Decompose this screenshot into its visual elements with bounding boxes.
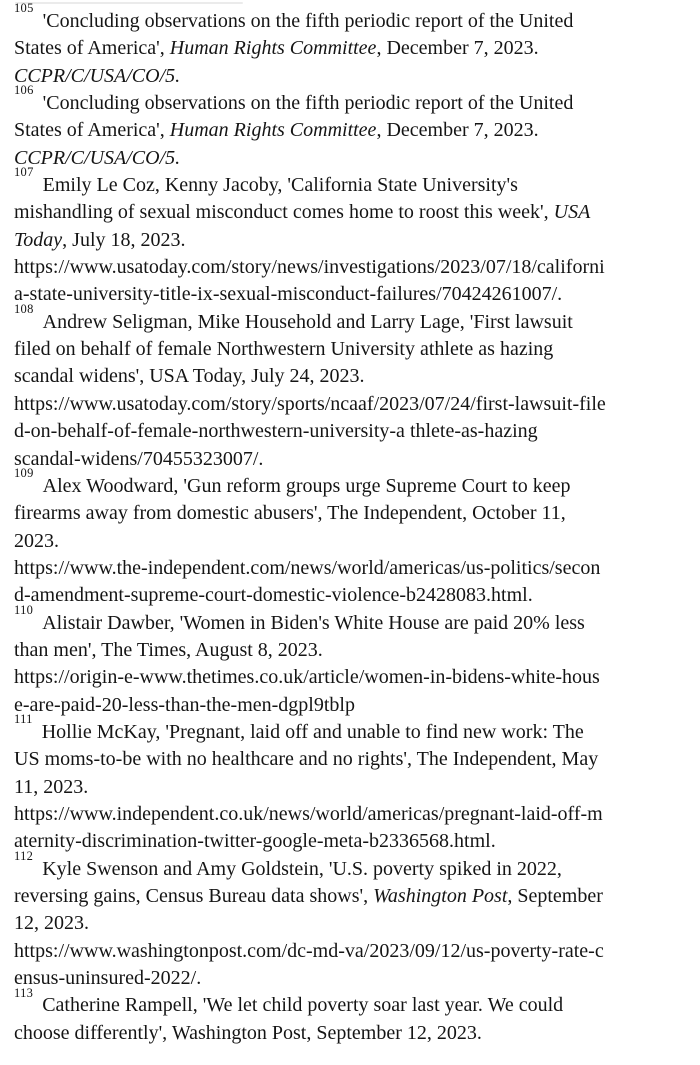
footnote <box>14 165 690 309</box>
footnote-text: e-are-paid-20-less-than-the-men-dgpl9tblp <box>14 693 355 716</box>
footnote <box>14 466 690 610</box>
footnote-line <box>14 199 690 226</box>
footnote-line <box>14 418 690 445</box>
footnote-line <box>14 466 690 500</box>
footnote-line <box>14 363 690 390</box>
footnote-text: Hollie McKay, 'Pregnant, laid off and unable to find new work: The <box>41 720 584 743</box>
footnote-text: https://www.independent.co.uk/news/world/americas/pregnant-laid-off-m <box>14 802 603 825</box>
footnote-text: 'Concluding observations on the fifth periodic report of the United <box>42 92 574 115</box>
footnote-line <box>14 145 690 172</box>
footnote-line <box>14 302 690 336</box>
footnote-text: aternity-discrimination-twitter-google-meta-b2336568.html. <box>14 830 496 853</box>
footnote-text: , December 7, 2023. <box>376 37 539 60</box>
footnote-line <box>14 965 690 992</box>
footnote-line <box>14 692 690 719</box>
footnote-line <box>14 602 690 637</box>
footnote-text: States of America', <box>14 119 170 142</box>
footnote-text: a-state-university-title-ix-sexual-misconduct-failures/70424261007/. <box>14 283 563 306</box>
footnote-text: States of America', <box>14 37 170 60</box>
footnote-number: 110 <box>14 602 34 617</box>
footnote-text: Emily Le Coz, Kenny Jacoby, 'California State University's <box>42 174 518 197</box>
footnote-line <box>14 281 690 308</box>
footnote-line <box>14 83 690 117</box>
footnote-text-italic: Human Rights Committee <box>169 119 377 142</box>
footnote-line <box>14 582 690 609</box>
footnote-text: d-amendment-supreme-court-domestic-violence-b2428083.html. <box>14 584 533 607</box>
footnote-number: 112 <box>14 849 34 863</box>
footnote-number: 109 <box>14 466 34 481</box>
footnote-text: scandal-widens/70455323007/. <box>14 447 264 470</box>
footnote-text: filed on behalf of female Northwestern University athlete as hazing <box>14 338 554 361</box>
footnote-line <box>14 555 690 582</box>
footnote <box>14 83 690 172</box>
footnote-line <box>14 446 690 473</box>
footnote-line <box>14 849 690 883</box>
footnote-text: https://www.usatoday.com/story/sports/ncaaf/2023/07/24/first-lawsuit-file <box>14 392 606 415</box>
footnote-line <box>14 165 690 199</box>
footnote-number: 107 <box>14 165 34 180</box>
footnote-line <box>14 985 690 1019</box>
footnote-text: ensus-uninsured-2022/. <box>14 967 202 990</box>
footnote <box>14 1 690 90</box>
footnote-line <box>14 938 690 965</box>
footnote-text-italic: Human Rights Committee <box>169 37 377 60</box>
footnote-number: 108 <box>14 302 34 317</box>
footnote-line <box>14 63 690 90</box>
footnote-number: 106 <box>14 83 34 98</box>
footnote-text: mishandling of sexual misconduct comes home to roost this week', <box>14 201 554 224</box>
footnote-separator-rule <box>15 2 243 4</box>
footnote-text: 2023. <box>14 529 59 552</box>
footnote-text: Andrew Seligman, Mike Household and Larry Lage, 'First lawsuit <box>42 310 573 333</box>
footnote-text: Alistair Dawber, 'Women in Biden's White House are paid 20% less <box>42 611 585 634</box>
footnote-number: 105 <box>14 1 34 16</box>
footnote-number: 111 <box>14 712 33 727</box>
footnote-text: , July 18, 2023. <box>62 228 186 251</box>
footnote-line <box>14 746 690 773</box>
footnote-line <box>14 828 690 855</box>
footnote-line <box>14 1020 690 1047</box>
footnote-text: Catherine Rampell, 'We let child poverty soar last year. We could <box>42 994 564 1017</box>
footnote-text: Alex Woodward, 'Gun reform groups urge Supreme Court to keep <box>42 474 571 497</box>
footnote-text-italic: Today <box>14 228 63 251</box>
footnote <box>14 602 690 719</box>
footnote-text-italic: USA <box>553 201 591 224</box>
footnote-text: 12, 2023. <box>14 912 89 935</box>
footnote-line <box>14 883 690 910</box>
footnote-text: , December 7, 2023. <box>376 119 539 142</box>
footnote-line <box>14 1 690 35</box>
footnote-line <box>14 528 690 555</box>
footnote-text: firearms away from domestic abusers', The Independent, October 11, <box>14 502 566 525</box>
footnote-text: https://www.usatoday.com/story/news/investigations/2023/07/18/californi <box>14 256 605 279</box>
footnote-text: 11, 2023. <box>14 775 89 798</box>
footnote-line <box>14 637 690 664</box>
footnote-line <box>14 774 690 801</box>
footnote-text: https://www.the-independent.com/news/world/americas/us-politics/secon <box>14 556 601 579</box>
footnote-line <box>14 910 690 937</box>
footnote-text: https://origin-e-www.thetimes.co.uk/article/women-in-bidens-white-hous <box>14 666 600 689</box>
footnote-text: https://www.washingtonpost.com/dc-md-va/2023/09/12/us-poverty-rate-c <box>14 939 604 962</box>
footnote <box>14 849 690 993</box>
footnote <box>14 302 690 473</box>
footnote-line <box>14 35 690 62</box>
footnote-line <box>14 500 690 527</box>
footnote-text: choose differently', Washington Post, September 12, 2023. <box>14 1021 482 1044</box>
footnote-text-italic: CCPR/C/USA/CO/5. <box>14 64 181 87</box>
footnote-text: reversing gains, Census Bureau data shows', <box>14 885 374 907</box>
footnote-text: , September <box>507 885 603 907</box>
footnote-list <box>14 1 690 1047</box>
footnote-line <box>14 227 690 254</box>
footnote-line <box>14 391 690 418</box>
footnote-line <box>14 801 690 828</box>
footnote-text: 'Concluding observations on the fifth periodic report of the United <box>42 10 574 32</box>
footnote-text-italic: CCPR/C/USA/CO/5. <box>14 146 181 169</box>
footnote <box>14 712 690 856</box>
footnote-text: than men', The Times, August 8, 2023. <box>14 638 323 661</box>
footnote-line <box>14 117 690 144</box>
footnote-text: US moms-to-be with no healthcare and no rights', The Independent, May <box>14 748 599 771</box>
footnote-line <box>14 664 690 691</box>
footnote-line <box>14 336 690 363</box>
footnote-text: scandal widens', USA Today, July 24, 2023. <box>14 365 365 388</box>
footnote-line <box>14 712 690 746</box>
footnote-text: d-on-behalf-of-female-northwestern-university-a thlete-as-hazing <box>14 420 538 443</box>
footnote-text: Kyle Swenson and Amy Goldstein, 'U.S. poverty spiked in 2022, <box>42 857 562 880</box>
footnote-number: 113 <box>14 985 34 1000</box>
footnote <box>14 985 690 1047</box>
footnote-text-italic: Washington Post <box>373 885 508 907</box>
footnote-line <box>14 254 690 281</box>
